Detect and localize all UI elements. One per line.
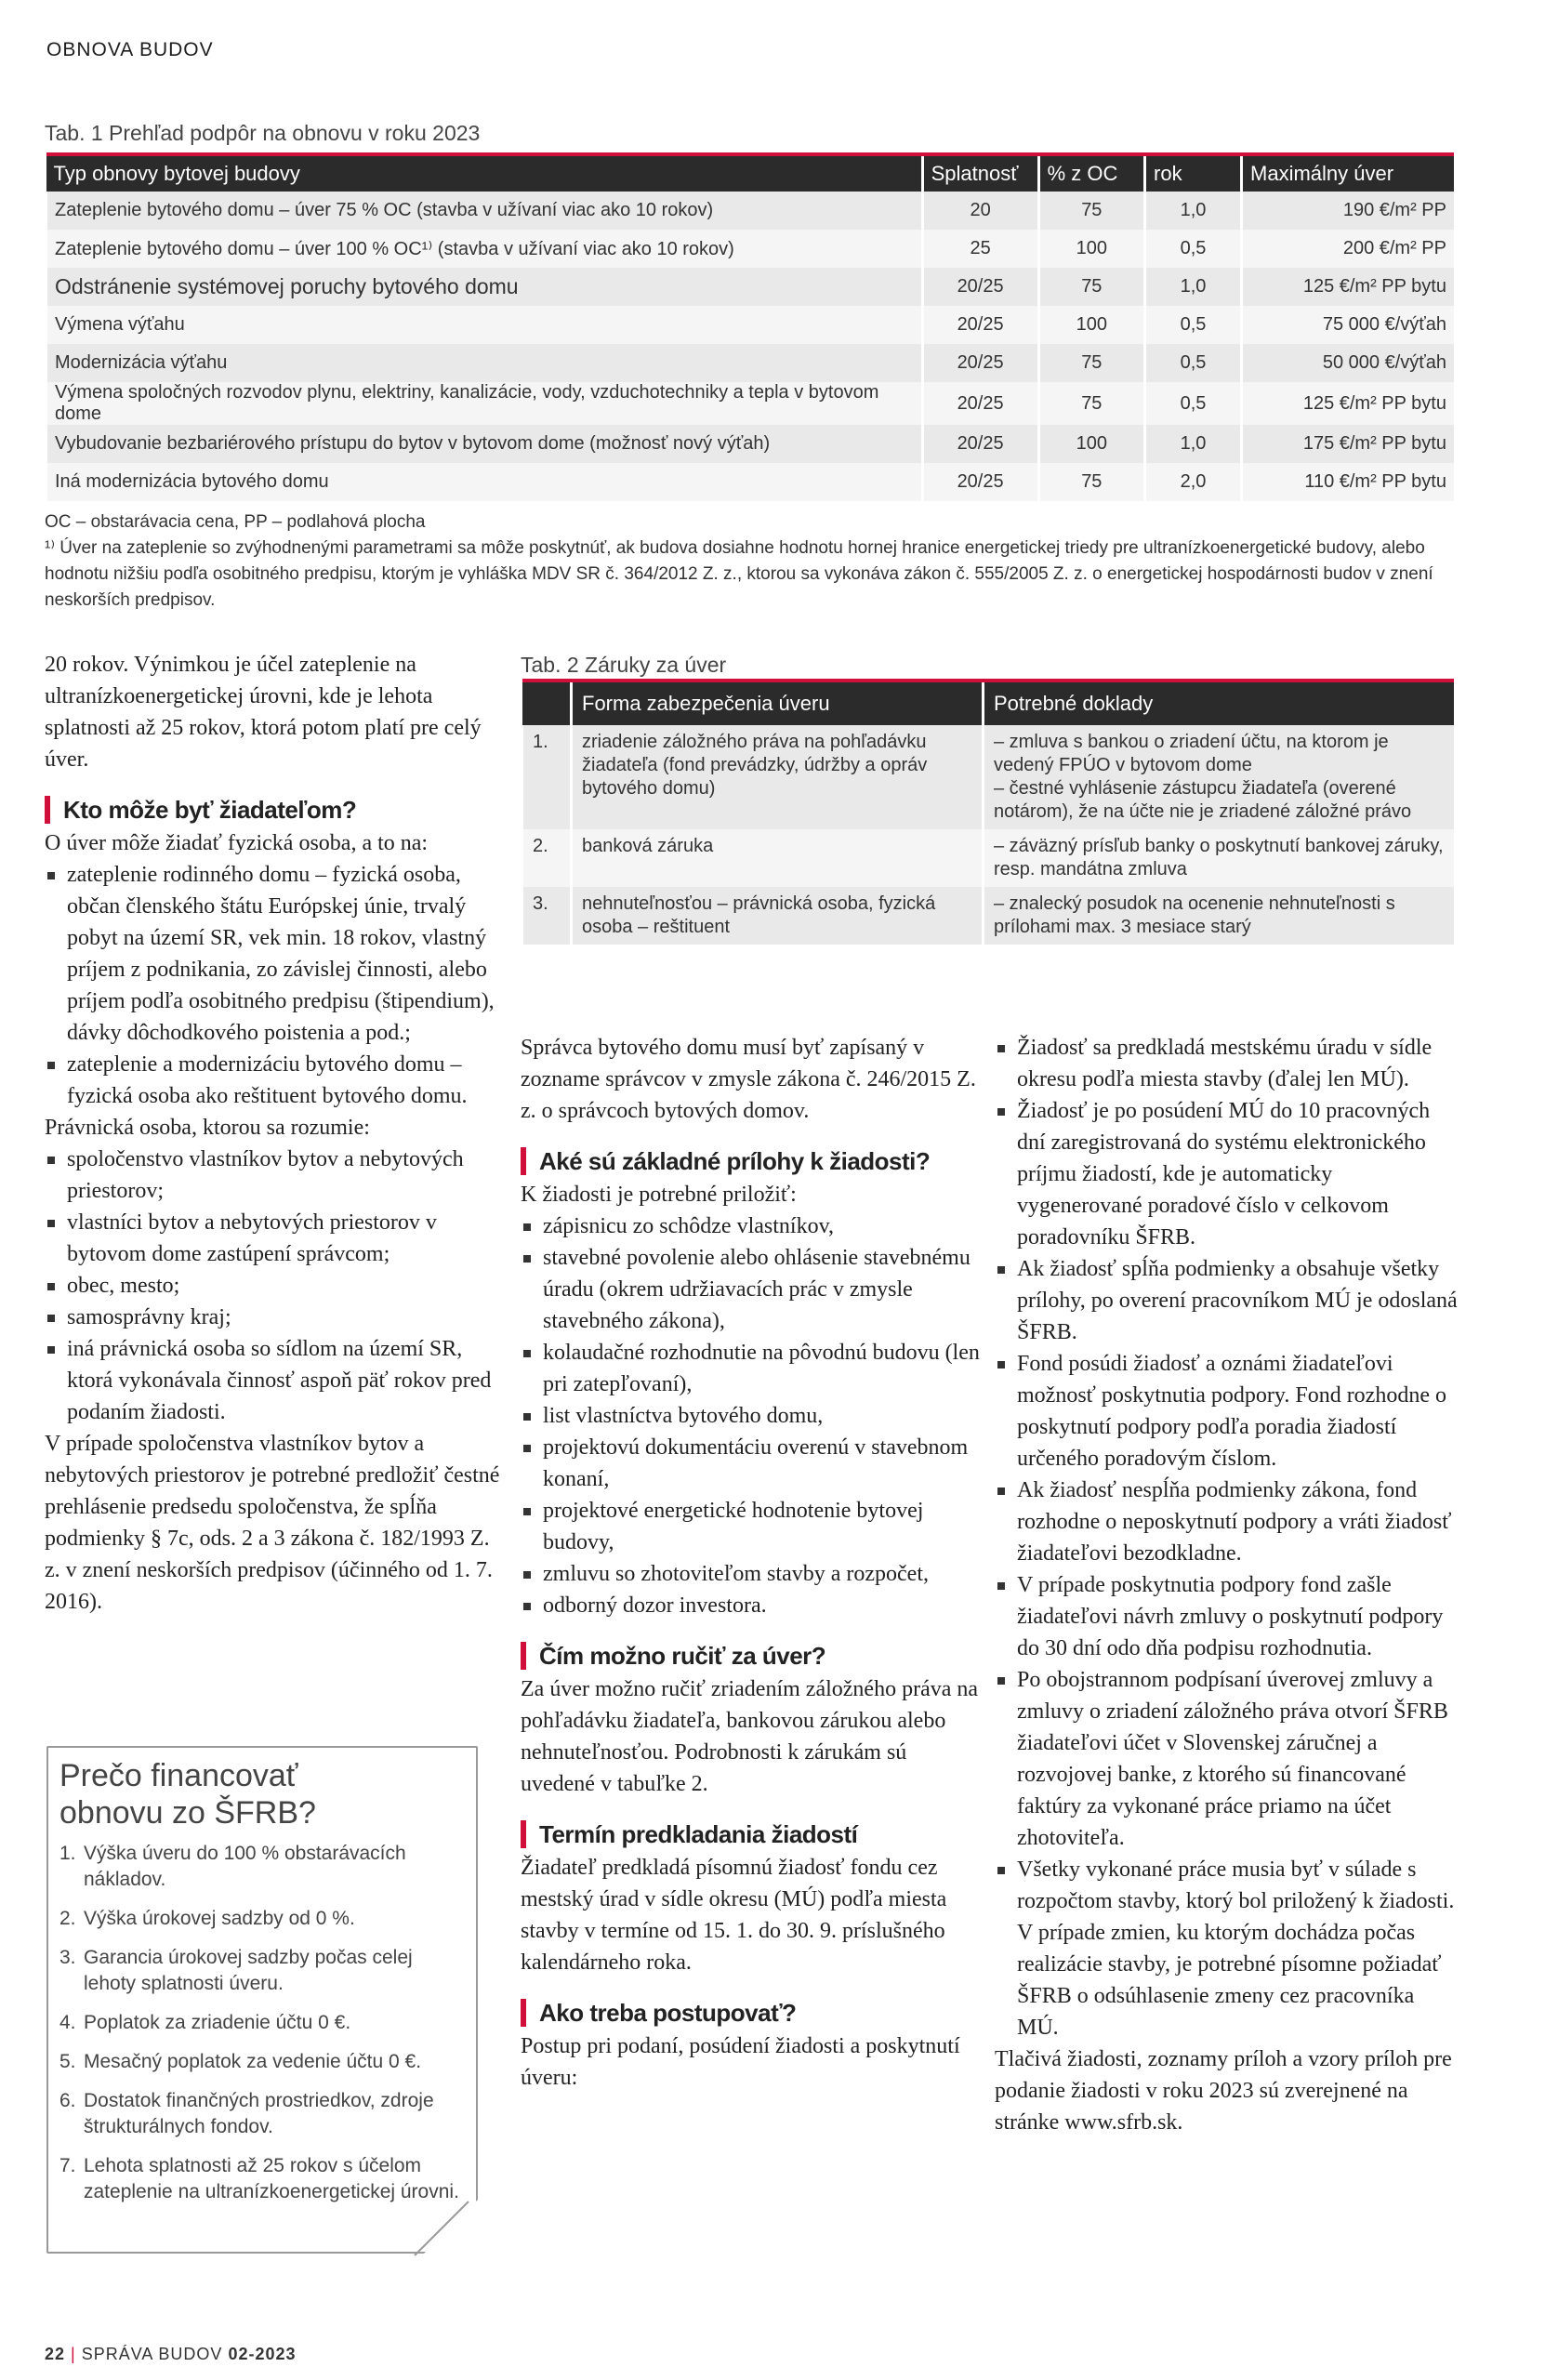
item-number: 4. bbox=[59, 2012, 76, 2033]
cell-percent: 75 bbox=[1038, 192, 1144, 230]
doc-line: – záväzný prísľub banky o poskytnutí bankovej záruky, resp. mandátna zmluva bbox=[994, 836, 1444, 879]
footer-separator: | bbox=[71, 2345, 76, 2363]
list-item bbox=[59, 1945, 469, 1997]
cell-year: 0,5 bbox=[1145, 306, 1242, 344]
cell-max: 110 €/m² PP bytu bbox=[1242, 463, 1454, 501]
cell-docs bbox=[984, 725, 1455, 829]
cell-percent: 100 bbox=[1038, 425, 1144, 463]
cell-type: Zateplenie bytového domu – úver 100 % OC¹⁾ (stavba v užívaní viac ako 10 rokov) bbox=[46, 230, 923, 268]
doc-line: – zmluva s bankou o zriadení účtu, na ktorom je vedený FPÚO v bytovom dome bbox=[994, 732, 1389, 775]
cell-max: 50 000 €/výťah bbox=[1242, 344, 1454, 382]
list-item bbox=[59, 1906, 469, 1932]
paragraph: 20 rokov. Výnimkou je účel zateplenie na ultranízkoenergetickej úrovni, kde je lehota splatnosti až 25 rokov, ktorá potom platí pre celý úver. bbox=[45, 653, 482, 772]
cell-type: Zateplenie bytového domu – úver 75 % OC (stavba v užívaní viac ako 10 rokov) bbox=[46, 192, 923, 230]
paragraph: Tlačivá žiadosti, zoznamy príloh a vzory príloh pre podanie žiadosti v roku 2023 sú zverejnené na stránke www.sfrb.sk. bbox=[995, 2047, 1452, 2135]
list-item bbox=[59, 1841, 469, 1893]
list-item bbox=[59, 2088, 469, 2140]
table1-footnote: ¹⁾ Úver na zateplenie so zvýhodnenými parametrami sa môže poskytnúť, ak budova dosiahne hodnotu hornej hranice energetickej triedy pre ultranízkoenergetické budovy, alebo hodnotu nižšiu podľa osobitného predpisu, ktorým je vyhláška MDV SR č. 364/2012 Z. z., ktorou sa vykonáva zákon č. 555/2005 Z. z. o energetickej hospodárnosti budov v znení neskorších predpisov. bbox=[45, 538, 1433, 610]
paragraph: Postup pri podaní, posúdení žiadosti a poskytnutí úveru: bbox=[521, 2034, 960, 2090]
item-text: Výška úveru do 100 % obstarávacích nákladov. bbox=[84, 1843, 406, 1890]
cell-percent: 75 bbox=[1038, 382, 1144, 425]
paragraph: O úver môže žiadať fyzická osoba, a to na: bbox=[45, 831, 429, 855]
box-title-line: Prečo financovať bbox=[59, 1758, 298, 1793]
doc-line: – čestné vyhlásenie zástupcu žiadateľa (overené notárom), že na účte nie je zriadené záložné právo bbox=[994, 778, 1412, 822]
list-item: Po obojstrannom podpísaní úverovej zmluvy a zmluvy o zriadení záložného práva otvorí ŠFRB žiadateľovi účet v Slovenskej záručnej a rozvojovej banke, z ktorého sú financované faktúry za vykonané práce priamo na účet zhotoviteľa. bbox=[995, 1664, 1459, 1854]
paragraph: Žiadateľ predkladá písomnú žiadosť fondu cez mestský úrad v sídle okresu (MÚ) podľa miesta stavby v termíne od 15. 1. do 30. 9. príslušného kalendárneho roka. bbox=[521, 1856, 947, 1975]
cell-form: zriadenie záložného práva na pohľadávku žiadateľa (fond prevádzky, údržby a opráv bytového domu) bbox=[572, 725, 984, 829]
table1-caption: Tab. 1 Prehľad podpôr na obnovu v roku 2023 bbox=[45, 121, 481, 145]
list-item bbox=[59, 2010, 469, 2036]
table-row bbox=[522, 829, 1455, 887]
table1-col-year: rok bbox=[1145, 154, 1242, 192]
legal-list bbox=[45, 1144, 509, 1428]
table-row bbox=[46, 344, 1455, 382]
list-item: list vlastníctva bytového domu, bbox=[521, 1400, 985, 1432]
list-item: Žiadosť sa predkladá mestskému úradu v sídle okresu podľa miesta stavby (ďalej len MÚ). bbox=[995, 1032, 1459, 1095]
table1-abbreviations: OC – obstarávacia cena, PP – podlahová plocha bbox=[45, 512, 426, 532]
process-list bbox=[995, 1032, 1459, 2043]
cell-percent: 100 bbox=[1038, 230, 1144, 268]
why-sfrb-box bbox=[46, 1746, 478, 2254]
list-item: Žiadosť je po posúdení MÚ do 10 pracovných dní zaregistrovaná do systému elektronického príjmu žiadostí, kde je automaticky vygenerované poradové číslo v celkovom poradovníku ŠFRB. bbox=[995, 1095, 1459, 1253]
table1-col-type: Typ obnovy bytovej budovy bbox=[46, 154, 923, 192]
cell-year: 1,0 bbox=[1145, 425, 1242, 463]
list-item: stavebné povolenie alebo ohlásenie stavebnému úradu (okrem udržiavacích prác v zmysle stavebného zákona), bbox=[521, 1242, 985, 1337]
box-corner-cut bbox=[424, 2200, 478, 2254]
cell-maturity: 20/25 bbox=[922, 463, 1038, 501]
list-item: Všetky vykonané práce musia byť v súlade s rozpočtom stavby, ktorý bol priložený k žiadosti. V prípade zmien, ku ktorým dochádza počas realizácie stavby, je potrebné písomne požiadať ŠFRB o odsúhlasenie zmeny cez pracovníka MÚ. bbox=[995, 1854, 1459, 2043]
paragraph: V prípade spoločenstva vlastníkov bytov a nebytových priestorov je potrebné predložiť čestné prehlásenie predsedu spoločenstva, že spĺňa podmienky § 7c, ods. 2 a 3 zákona č. 182/1993 Z. z. v znení neskorších predpisov (účinného od 1. 7. 2016). bbox=[45, 1432, 500, 1614]
list-item: Ak žiadosť spĺňa podmienky a obsahuje všetky prílohy, po overení pracovníkom MÚ je odoslaná ŠFRB. bbox=[995, 1253, 1459, 1348]
cell-year: 0,5 bbox=[1145, 344, 1242, 382]
list-item: kolaudačné rozhodnutie na pôvodnú budovu (len pri zatepľovaní), bbox=[521, 1337, 985, 1400]
attachments-list bbox=[521, 1210, 985, 1621]
cell-maturity: 20/25 bbox=[922, 306, 1038, 344]
heading-applicant: Kto môže byť žiadateľom? bbox=[45, 796, 509, 824]
table2-col-form: Forma zabezpečenia úveru bbox=[572, 681, 984, 725]
cell-type: Iná modernizácia bytového domu bbox=[46, 463, 923, 501]
table1-notes bbox=[45, 509, 1454, 614]
cell-docs bbox=[984, 829, 1455, 887]
section-header: OBNOVA BUDOV bbox=[46, 39, 214, 60]
item-number: 1. bbox=[59, 1843, 76, 1864]
cell-maturity: 25 bbox=[922, 230, 1038, 268]
cell-maturity: 20/25 bbox=[922, 268, 1038, 306]
list-item: Fond posúdi žiadosť a oznámi žiadateľovi možnosť poskytnutia podpory. Fond rozhodne o poskytnutí podpory podľa poradia žiadostí určeného poradovým číslom. bbox=[995, 1348, 1459, 1474]
item-number: 3. bbox=[59, 1947, 76, 1968]
cell-type: Modernizácia výťahu bbox=[46, 344, 923, 382]
list-item: Ak žiadosť nespĺňa podmienky zákona, fond rozhodne o neposkytnutí podpory a vráti žiadosť žiadateľovi bezodkladne. bbox=[995, 1474, 1459, 1569]
cell-type: Výmena výťahu bbox=[46, 306, 923, 344]
table-row bbox=[46, 192, 1455, 230]
box-title bbox=[59, 1757, 316, 1831]
list-item: obec, mesto; bbox=[45, 1270, 509, 1302]
item-text: Poplatok za zriadenie účtu 0 €. bbox=[84, 2012, 351, 2033]
list-item: zápisnicu zo schôdze vlastníkov, bbox=[521, 1210, 985, 1242]
cell-maturity: 20/25 bbox=[922, 425, 1038, 463]
cell-max: 125 €/m² PP bytu bbox=[1242, 382, 1454, 425]
table1-col-max: Maximálny úver bbox=[1242, 154, 1454, 192]
table-row bbox=[46, 306, 1455, 344]
cell-num: 2. bbox=[522, 829, 572, 887]
table2-col-docs: Potrebné doklady bbox=[984, 681, 1455, 725]
item-text: Výška úrokovej sadzby od 0 %. bbox=[84, 1908, 355, 1929]
table1-col-percent: % z OC bbox=[1038, 154, 1144, 192]
paragraph: Právnická osoba, ktorou sa rozumie: bbox=[45, 1116, 370, 1140]
heading-guarantee: Čím možno ručiť za úver? bbox=[521, 1642, 985, 1670]
box-list bbox=[59, 1841, 469, 2218]
item-text: Mesačný poplatok za vedenie účtu 0 €. bbox=[84, 2051, 422, 2072]
cell-max: 75 000 €/výťah bbox=[1242, 306, 1454, 344]
heading-process: Ako treba postupovať? bbox=[521, 1999, 985, 2027]
cell-year: 2,0 bbox=[1145, 463, 1242, 501]
list-item: iná právnická osoba so sídlom na území SR, ktorá vykonávala činnosť aspoň päť rokov pred podaním žiadosti. bbox=[45, 1333, 509, 1428]
cell-year: 1,0 bbox=[1145, 268, 1242, 306]
box-title-line: obnovu zo ŠFRB? bbox=[59, 1795, 316, 1831]
cell-max: 190 €/m² PP bbox=[1242, 192, 1454, 230]
list-item: zateplenie a modernizáciu bytového domu – fyzická osoba ako reštituent bytového domu. bbox=[45, 1049, 509, 1112]
list-item: V prípade poskytnutia podpory fond zašle žiadateľovi návrh zmluvy o poskytnutí podpory do 30 dní odo dňa podpisu rozhodnutia. bbox=[995, 1569, 1459, 1664]
applicant-list bbox=[45, 859, 509, 1112]
table-row bbox=[46, 230, 1455, 268]
table2-header-row bbox=[522, 681, 1455, 725]
table-row bbox=[46, 382, 1455, 425]
cell-num: 3. bbox=[522, 887, 572, 945]
item-number: 2. bbox=[59, 1908, 76, 1929]
item-number: 7. bbox=[59, 2155, 76, 2176]
cell-year: 0,5 bbox=[1145, 382, 1242, 425]
table-row bbox=[522, 725, 1455, 829]
cell-num: 1. bbox=[522, 725, 572, 829]
cell-percent: 75 bbox=[1038, 463, 1144, 501]
issue-number: 02-2023 bbox=[228, 2345, 297, 2363]
column-right bbox=[995, 1032, 1459, 2138]
cell-year: 0,5 bbox=[1145, 230, 1242, 268]
cell-maturity: 20/25 bbox=[922, 344, 1038, 382]
list-item: projektovú dokumentáciu overenú v stavebnom konaní, bbox=[521, 1432, 985, 1495]
table-row bbox=[46, 463, 1455, 501]
column-left bbox=[45, 649, 509, 1618]
cell-type: Výmena spoločných rozvodov plynu, elektriny, kanalizácie, vody, vzduchotechniky a tepla v bytovom dome bbox=[46, 382, 923, 425]
list-item: spoločenstvo vlastníkov bytov a nebytových priestorov; bbox=[45, 1144, 509, 1207]
table1-col-maturity: Splatnosť bbox=[922, 154, 1038, 192]
cell-percent: 75 bbox=[1038, 268, 1144, 306]
cell-max: 175 €/m² PP bytu bbox=[1242, 425, 1454, 463]
item-text: Dostatok finančných prostriedkov, zdroje štrukturálnych fondov. bbox=[84, 2090, 434, 2137]
heading-attachments: Aké sú základné prílohy k žiadosti? bbox=[521, 1147, 985, 1175]
cell-form: banková záruka bbox=[572, 829, 984, 887]
column-middle bbox=[521, 1032, 985, 2094]
cell-form: nehnuteľnosťou – právnická osoba, fyzická osoba – reštituent bbox=[572, 887, 984, 945]
paragraph: K žiadosti je potrebné priložiť: bbox=[521, 1183, 797, 1207]
doc-line: – znalecký posudok na ocenenie nehnuteľnosti s prílohami max. 3 mesiace starý bbox=[994, 893, 1395, 937]
table-row bbox=[522, 887, 1455, 945]
item-text: Garancia úrokovej sadzby počas celej lehoty splatnosti úveru. bbox=[84, 1947, 413, 1994]
heading-deadline: Termín predkladania žiadostí bbox=[521, 1820, 985, 1848]
list-item bbox=[59, 2049, 469, 2075]
list-item: zmluvu so zhotoviteľom stavby a rozpočet, bbox=[521, 1558, 985, 1590]
list-item bbox=[59, 2153, 469, 2205]
table-row bbox=[46, 425, 1455, 463]
cell-max: 200 €/m² PP bbox=[1242, 230, 1454, 268]
cell-type: Vybudovanie bezbariérového prístupu do bytov v bytovom dome (možnosť nový výťah) bbox=[46, 425, 923, 463]
table2-caption: Tab. 2 Záruky za úver bbox=[521, 653, 727, 677]
magazine-name: SPRÁVA BUDOV bbox=[81, 2345, 223, 2363]
list-item: zateplenie rodinného domu – fyzická osoba, občan členského štátu Európskej únie, trvalý pobyt na území SR, vek min. 18 rokov, vlastný príjem z podnikania, zo závislej činnosti, alebo príjem podľa osobitného predpisu (štipendium), dávky dôchodkového poistenia a pod.; bbox=[45, 859, 509, 1049]
table1-header-row bbox=[46, 154, 1455, 192]
page-footer bbox=[45, 2345, 297, 2364]
table-row bbox=[46, 268, 1455, 306]
cell-maturity: 20/25 bbox=[922, 382, 1038, 425]
table1 bbox=[45, 152, 1454, 501]
page-number: 22 bbox=[45, 2345, 66, 2363]
list-item: odborný dozor investora. bbox=[521, 1590, 985, 1621]
cell-docs bbox=[984, 887, 1455, 945]
item-text: Lehota splatnosti až 25 rokov s účelom zateplenie na ultranízkoenergetickej úrovni. bbox=[84, 2155, 459, 2202]
list-item: vlastníci bytov a nebytových priestorov v bytovom dome zastúpení správcom; bbox=[45, 1207, 509, 1270]
cell-percent: 100 bbox=[1038, 306, 1144, 344]
cell-year: 1,0 bbox=[1145, 192, 1242, 230]
item-number: 5. bbox=[59, 2051, 76, 2072]
table2 bbox=[521, 679, 1454, 945]
cell-percent: 75 bbox=[1038, 344, 1144, 382]
cell-type: Odstránenie systémovej poruchy bytového domu bbox=[46, 268, 923, 306]
paragraph: Za úver možno ručiť zriadením záložného práva na pohľadávku žiadateľa, bankovou zárukou alebo nehnuteľnosťou. Podrobnosti k zárukám sú uvedené v tabuľke 2. bbox=[521, 1677, 979, 1796]
table2-col-num bbox=[522, 681, 572, 725]
list-item: projektové energetické hodnotenie bytovej budovy, bbox=[521, 1495, 985, 1558]
list-item: samosprávny kraj; bbox=[45, 1302, 509, 1333]
paragraph: Správca bytového domu musí byť zapísaný v zozname správcov v zmysle zákona č. 246/2015 Z. z. o správcoch bytových domov. bbox=[521, 1036, 976, 1123]
cell-max: 125 €/m² PP bytu bbox=[1242, 268, 1454, 306]
item-number: 6. bbox=[59, 2090, 76, 2111]
cell-maturity: 20 bbox=[922, 192, 1038, 230]
